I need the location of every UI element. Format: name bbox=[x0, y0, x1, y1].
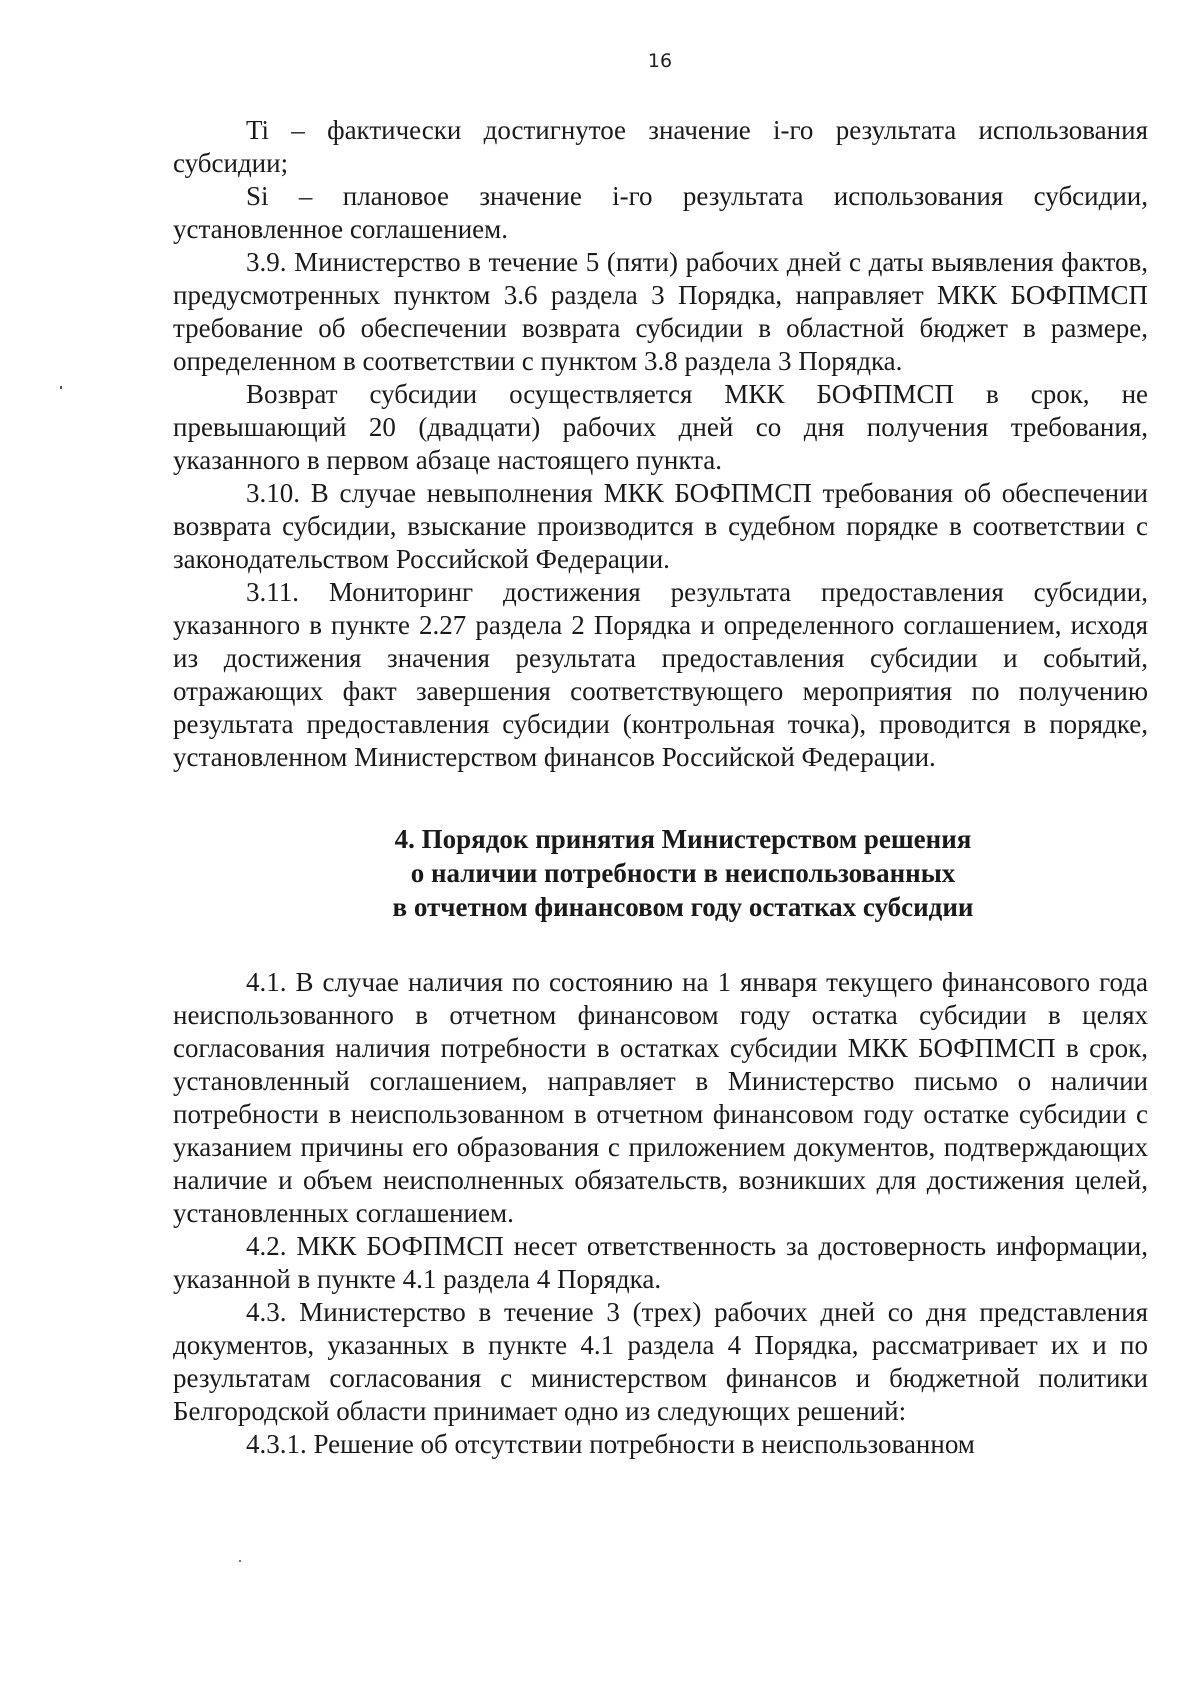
paragraph-4-3: 4.3. Министерство в течение 3 (трех) рабочих дней со дня представления документов, указанных в пункте 4.1 раздела 4 Порядка, рассматривает их и по результатам согласования с министерством финансов и бюджетной политики Белгородской области принимает одно из следующих решений: bbox=[173, 1297, 1148, 1426]
section-heading-line: о наличии потребности в неиспользованных bbox=[410, 858, 956, 888]
page-number: 16 bbox=[647, 50, 673, 72]
paragraph-3-11: 3.11. Мониторинг достижения результата предоставления субсидии, указанного в пункте 2.27 раздела 2 Порядка и определенного соглашением, исходя из достижения значения результата предоставления субсидии и событий, отражающих факт завершения соответствующего мероприятия по получению результата предоставления субсидии (контрольная точка), проводится в порядке, установленном Министерством финансов Российской Федерации. bbox=[173, 577, 1148, 772]
paragraph-3-10: 3.10. В случае невыполнения МКК БОФПМСП требования об обеспечении возврата субсидии, взыскание производится в судебном порядке в соответствии с законодательством Российской Федерации. bbox=[173, 478, 1148, 574]
paragraph-si-definition: Si – плановое значение i-го результата использования субсидии, установленное соглашением. bbox=[173, 181, 1148, 244]
paragraph-ti-definition: Ti – фактически достигнутое значение i-го результата использования субсидии; bbox=[173, 115, 1148, 178]
scan-speck bbox=[239, 1560, 241, 1562]
section-heading-line: 4. Порядок принятия Министерством решения bbox=[394, 824, 972, 854]
paragraph-refund-term: Возврат субсидии осуществляется МКК БОФПМСП в срок, не превышающий 20 (двадцати) рабочих дней со дня получения требования, указанного в первом абзаце настоящего пункта. bbox=[173, 379, 1148, 475]
paragraph-4-3-1: 4.3.1. Решение об отсутствии потребности в неиспользованном bbox=[246, 1429, 975, 1459]
section-4-heading bbox=[173, 822, 1148, 924]
paragraph-3-9: 3.9. Министерство в течение 5 (пяти) рабочих дней с даты выявления фактов, предусмотренных пунктом 3.6 раздела 3 Порядка, направляет МКК БОФПМСП требование об обеспечении возврата субсидии в областной бюджет в размере, определенном в соответствии с пунктом 3.8 раздела 3 Порядка. bbox=[173, 247, 1148, 376]
scan-speck bbox=[60, 386, 62, 389]
section-heading-line: в отчетном финансовом году остатках субсидии bbox=[392, 892, 974, 922]
document-body bbox=[173, 114, 1148, 1461]
paragraph-4-1: 4.1. В случае наличия по состоянию на 1 января текущего финансового года неиспользованного в отчетном финансовом году остатка субсидии в целях согласования наличия потребности в остатках субсидии МКК БОФПМСП в срок, установленный соглашением, направляет в Министерство письмо о наличии потребности в неиспользованном в отчетном финансовом году остатке субсидии с указанием причины его образования с приложением документов, подтверждающих наличие и объем неисполненных обязательств, возникших для достижения целей, установленных соглашением. bbox=[173, 967, 1148, 1228]
paragraph-4-2: 4.2. МКК БОФПМСП несет ответственность за достоверность информации, указанной в пункте 4.1 раздела 4 Порядка. bbox=[173, 1231, 1148, 1294]
